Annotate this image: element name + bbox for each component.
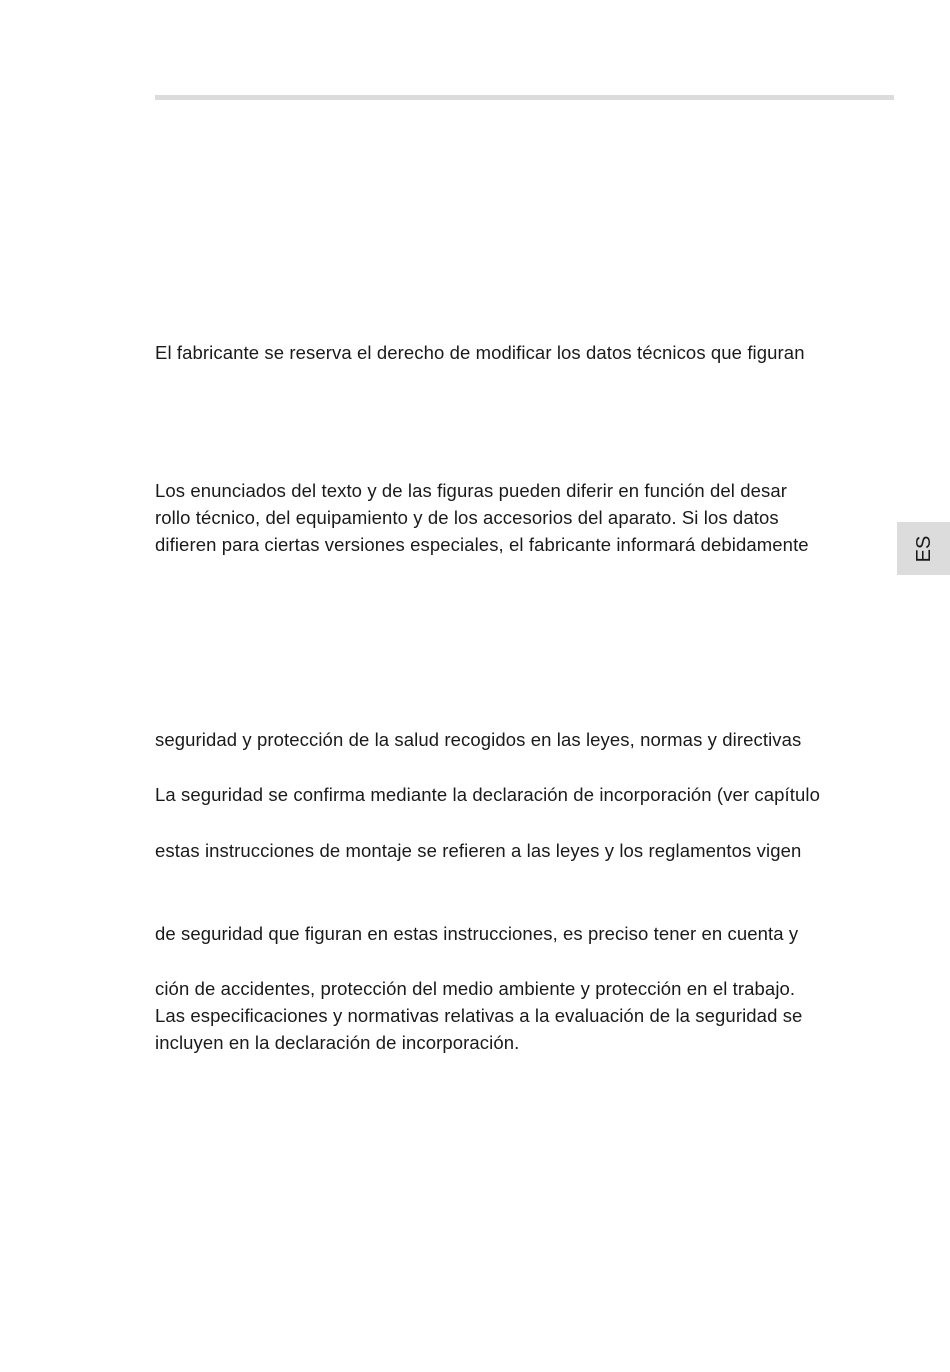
text-line: El fabricante se reserva el derecho de modificar los datos técnicos que figuran: [155, 342, 805, 363]
language-tab: [897, 522, 950, 575]
text-line: de seguridad que figuran en estas instrucciones, es preciso tener en cuenta y: [155, 923, 799, 944]
text-line: La seguridad se confirma mediante la declaración de incorporación (ver capítulo: [155, 784, 821, 805]
text-line: Las especificaciones y normativas relativas a la evaluación de la seguridad se: [155, 1005, 803, 1026]
text-line: Los enunciados del texto y de las figuras pueden diferir en función del desar: [155, 480, 787, 501]
text-line: rollo técnico, del equipamiento y de los accesorios del aparato. Si los datos: [155, 507, 779, 528]
text-line: difieren para ciertas versiones especiales, el fabricante informará debidamente: [155, 534, 809, 555]
language-tab-label: ES: [912, 535, 935, 562]
text-line: incluyen en la declaración de incorporación.: [155, 1032, 520, 1053]
header-divider: [155, 95, 894, 100]
text-line: ción de accidentes, protección del medio ambiente y protección en el trabajo.: [155, 978, 796, 999]
text-line: estas instrucciones de montaje se refieren a las leyes y los reglamentos vigen: [155, 840, 802, 861]
text-line: seguridad y protección de la salud recogidos en las leyes, normas y directivas: [155, 729, 802, 750]
